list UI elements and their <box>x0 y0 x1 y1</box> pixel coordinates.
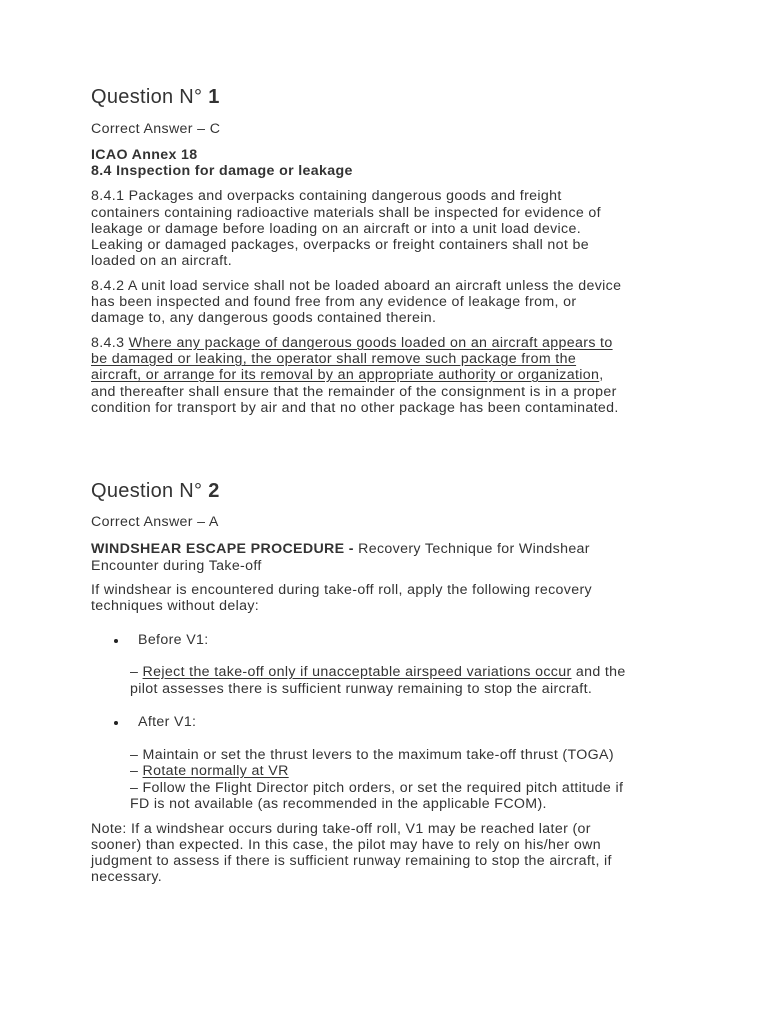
after-v1-line: FD is not available (as recommended in the applicable FCOM). <box>130 796 547 812</box>
reference-title: ICAO Annex 18 <box>91 147 198 163</box>
paragraph-843-line: and thereafter shall ensure that the remainder of the consignment is in a proper <box>91 384 617 400</box>
note-line: necessary. <box>91 869 163 885</box>
paragraph-842-line: 8.4.2 A unit load service shall not be loaded aboard an aircraft unless the device <box>91 278 622 294</box>
paragraph-841-line: containers containing radioactive materials shall be inspected for evidence of <box>91 205 601 221</box>
intro-line: If windshear is encountered during take-off roll, apply the following recovery <box>91 582 593 598</box>
after-v1-line: – Follow the Flight Director pitch orders, or set the required pitch attitude if <box>130 780 624 796</box>
bullet-icon <box>114 721 118 725</box>
underlined-text: Where any package of dangerous goods loaded on an aircraft appears to <box>128 335 613 351</box>
question-title-prefix: Question N° <box>91 86 203 108</box>
before-v1-label: Before V1: <box>138 632 209 648</box>
question-2-answer: Correct Answer – A <box>91 514 219 530</box>
before-v1-line: pilot assesses there is sufficient runway remaining to stop the aircraft. <box>130 681 593 697</box>
paragraph-841-line: loaded on an aircraft. <box>91 253 232 269</box>
paragraph-841-line: Leaking or damaged packages, overpacks or freight containers shall not be <box>91 237 589 253</box>
procedure-heading: WINDSHEAR ESCAPE PROCEDURE - Recovery Technique for Windshear <box>91 541 590 557</box>
question-1-answer: Correct Answer – C <box>91 121 221 137</box>
before-v1-line: – Reject the take-off only if unacceptable airspeed variations occur and the <box>130 664 626 680</box>
after-v1-line: – Rotate normally at VR <box>130 763 289 779</box>
note-line: judgment to assess if there is sufficient runway remaining to stop the aircraft, if <box>91 853 612 869</box>
reference-subtitle: 8.4 Inspection for damage or leakage <box>91 163 353 179</box>
paragraph-843-line: condition for transport by air and that no other package has been contaminated. <box>91 400 619 416</box>
after-v1-line: – Maintain or set the thrust levers to the maximum take-off thrust (TOGA) <box>130 747 614 763</box>
paragraph-841-line: 8.4.1 Packages and overpacks containing dangerous goods and freight <box>91 188 562 204</box>
bullet-icon <box>114 639 118 643</box>
paragraph-842-line: damage to, any dangerous goods contained therein. <box>91 310 437 326</box>
question-1-title <box>91 86 220 109</box>
procedure-heading-line2: Encounter during Take-off <box>91 558 262 574</box>
underlined-text: Rotate normally at VR <box>142 763 289 779</box>
paragraph-843-line <box>91 351 576 367</box>
question-number: 1 <box>208 86 220 108</box>
underlined-text: be damaged or leaking, the operator shall remove such package from the <box>91 351 577 367</box>
intro-line: techniques without delay: <box>91 598 260 614</box>
paragraph-843-line: aircraft, or arrange for its removal by an appropriate authority or organization, <box>91 367 604 383</box>
paragraph-843-line: 8.4.3 Where any package of dangerous goods loaded on an aircraft appears to <box>91 335 613 351</box>
question-number: 2 <box>208 480 220 502</box>
note-line: Note: If a windshear occurs during take-off roll, V1 may be reached later (or <box>91 821 591 837</box>
underlined-text: Reject the take-off only if unacceptable airspeed variations occur <box>142 664 572 680</box>
underlined-text: aircraft, or arrange for its removal by an appropriate authority or organization <box>91 367 600 383</box>
question-2-title <box>91 480 220 503</box>
after-v1-label: After V1: <box>138 714 197 730</box>
paragraph-841-line: leakage or damage before loading on an aircraft or into a unit load device. <box>91 221 582 237</box>
note-line: sooner) than expected. In this case, the pilot may have to rely on his/her own <box>91 837 601 853</box>
question-title-prefix: Question N° <box>91 480 203 502</box>
paragraph-842-line: has been inspected and found free from any evidence of leakage from, or <box>91 294 577 310</box>
